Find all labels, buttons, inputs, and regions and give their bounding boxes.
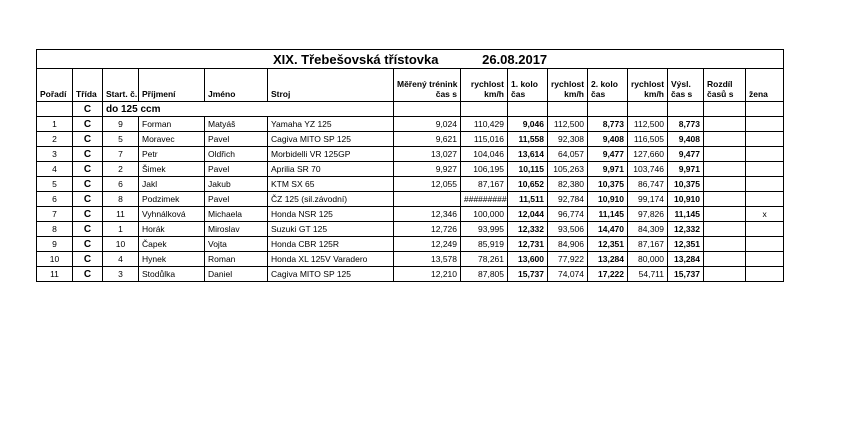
cell-start: 7 bbox=[103, 147, 139, 162]
header-kolo2-line2: čas bbox=[591, 89, 606, 99]
cell-trida: C bbox=[73, 207, 103, 222]
cell-jmeno: Michaela bbox=[205, 207, 268, 222]
cell-kolo1: 10,115 bbox=[508, 162, 548, 177]
header-rychlost3-line2: km/h bbox=[644, 89, 664, 99]
cell-zena bbox=[746, 222, 784, 237]
cell-kolo2: 10,910 bbox=[588, 192, 628, 207]
cell-rychlost2: 74,074 bbox=[548, 267, 588, 282]
cell-stroj: Honda XL 125V Varadero bbox=[268, 252, 394, 267]
cell-stroj: Cagiva MITO SP 125 bbox=[268, 267, 394, 282]
cell-rychlost3: 116,505 bbox=[628, 132, 668, 147]
category-empty bbox=[37, 102, 73, 117]
cell-poradi: 8 bbox=[37, 222, 73, 237]
cell-rychlost1: 78,261 bbox=[461, 252, 508, 267]
cell-rozdil bbox=[704, 222, 746, 237]
header-row bbox=[37, 69, 784, 102]
header-kolo1 bbox=[508, 69, 548, 102]
header-rychlost3-line1: rychlost bbox=[631, 79, 665, 89]
cell-vysledek: 8,773 bbox=[668, 117, 704, 132]
cell-prijmeni: Čapek bbox=[139, 237, 205, 252]
cell-rozdil bbox=[704, 207, 746, 222]
category-empty bbox=[746, 102, 784, 117]
cell-stroj: KTM SX 65 bbox=[268, 177, 394, 192]
cell-rychlost1: 93,995 bbox=[461, 222, 508, 237]
cell-rychlost2: 92,308 bbox=[548, 132, 588, 147]
cell-jmeno: Matyáš bbox=[205, 117, 268, 132]
cell-zena bbox=[746, 267, 784, 282]
header-stroj: Stroj bbox=[268, 69, 394, 102]
header-start: Start. č. bbox=[103, 69, 139, 102]
cell-vysledek: 10,375 bbox=[668, 177, 704, 192]
cell-vysledek: 15,737 bbox=[668, 267, 704, 282]
cell-stroj: ČZ 125 (sil.závodní) bbox=[268, 192, 394, 207]
cell-trida: C bbox=[73, 192, 103, 207]
cell-trenink: 12,726 bbox=[394, 222, 461, 237]
cell-kolo2: 12,351 bbox=[588, 237, 628, 252]
cell-rychlost3: 99,174 bbox=[628, 192, 668, 207]
cell-zena bbox=[746, 252, 784, 267]
cell-trenink: 12,249 bbox=[394, 237, 461, 252]
cell-rozdil bbox=[704, 252, 746, 267]
cell-rychlost1: 115,016 bbox=[461, 132, 508, 147]
table-row bbox=[37, 267, 784, 282]
cell-trenink: 12,210 bbox=[394, 267, 461, 282]
cell-rychlost1: 87,805 bbox=[461, 267, 508, 282]
header-jmeno: Jméno bbox=[205, 69, 268, 102]
cell-trenink: 9,927 bbox=[394, 162, 461, 177]
cell-kolo1: 12,332 bbox=[508, 222, 548, 237]
cell-rychlost1: 106,195 bbox=[461, 162, 508, 177]
table-row bbox=[37, 132, 784, 147]
cell-trida: C bbox=[73, 147, 103, 162]
cell-rychlost2: 93,506 bbox=[548, 222, 588, 237]
cell-poradi: 5 bbox=[37, 177, 73, 192]
header-rychlost1-line1: rychlost bbox=[470, 79, 504, 89]
cell-kolo1: 12,044 bbox=[508, 207, 548, 222]
table-row bbox=[37, 117, 784, 132]
header-zena: žena bbox=[746, 69, 784, 102]
cell-stroj: Honda NSR 125 bbox=[268, 207, 394, 222]
cell-start: 9 bbox=[103, 117, 139, 132]
title-row bbox=[37, 50, 784, 69]
title-cell bbox=[37, 50, 784, 69]
category-empty bbox=[668, 102, 704, 117]
cell-rozdil bbox=[704, 177, 746, 192]
cell-vysledek: 13,284 bbox=[668, 252, 704, 267]
cell-zena bbox=[746, 147, 784, 162]
header-trida: Třída bbox=[73, 69, 103, 102]
cell-trida: C bbox=[73, 132, 103, 147]
table-row bbox=[37, 207, 784, 222]
cell-rychlost2: 82,380 bbox=[548, 177, 588, 192]
table-row bbox=[37, 162, 784, 177]
cell-rozdil bbox=[704, 267, 746, 282]
cell-rychlost3: 97,826 bbox=[628, 207, 668, 222]
cell-kolo2: 17,222 bbox=[588, 267, 628, 282]
cell-poradi: 10 bbox=[37, 252, 73, 267]
cell-zena bbox=[746, 162, 784, 177]
cell-trenink bbox=[394, 192, 461, 207]
cell-stroj: Honda CBR 125R bbox=[268, 237, 394, 252]
results-table bbox=[36, 49, 784, 282]
cell-start: 10 bbox=[103, 237, 139, 252]
header-kolo2-line1: 2. kolo bbox=[591, 79, 618, 89]
cell-trenink: 12,346 bbox=[394, 207, 461, 222]
header-kolo1-line2: čas bbox=[511, 89, 526, 99]
cell-kolo2: 13,284 bbox=[588, 252, 628, 267]
category-class: C bbox=[73, 102, 103, 117]
category-empty bbox=[704, 102, 746, 117]
cell-rychlost2: 105,263 bbox=[548, 162, 588, 177]
cell-rychlost1: 87,167 bbox=[461, 177, 508, 192]
table-row bbox=[37, 147, 784, 162]
cell-prijmeni: Moravec bbox=[139, 132, 205, 147]
cell-prijmeni: Petr bbox=[139, 147, 205, 162]
cell-trenink: 13,027 bbox=[394, 147, 461, 162]
cell-stroj: Suzuki GT 125 bbox=[268, 222, 394, 237]
cell-stroj: Yamaha YZ 125 bbox=[268, 117, 394, 132]
header-vysledek bbox=[668, 69, 704, 102]
cell-zena bbox=[746, 117, 784, 132]
category-empty bbox=[508, 102, 548, 117]
cell-zena bbox=[746, 192, 784, 207]
header-kolo1-line1: 1. kolo bbox=[511, 79, 538, 89]
cell-rychlost1: 85,919 bbox=[461, 237, 508, 252]
cell-start: 6 bbox=[103, 177, 139, 192]
cell-prijmeni: Hynek bbox=[139, 252, 205, 267]
header-vysledek-line1: Výsl. bbox=[671, 79, 691, 89]
header-vysledek-line2: čas s bbox=[671, 89, 693, 99]
header-trenink bbox=[394, 69, 461, 102]
cell-trenink: 12,055 bbox=[394, 177, 461, 192]
header-rozdil bbox=[704, 69, 746, 102]
cell-kolo1: 10,652 bbox=[508, 177, 548, 192]
cell-rychlost3: 54,711 bbox=[628, 267, 668, 282]
cell-jmeno: Pavel bbox=[205, 132, 268, 147]
cell-rychlost1: 104,046 bbox=[461, 147, 508, 162]
cell-rozdil bbox=[704, 132, 746, 147]
cell-rychlost2: 64,057 bbox=[548, 147, 588, 162]
cell-prijmeni: Forman bbox=[139, 117, 205, 132]
cell-rychlost2: 96,774 bbox=[548, 207, 588, 222]
cell-rozdil bbox=[704, 237, 746, 252]
cell-rychlost3: 87,167 bbox=[628, 237, 668, 252]
cell-trida: C bbox=[73, 177, 103, 192]
cell-prijmeni: Šimek bbox=[139, 162, 205, 177]
cell-rychlost1: 110,429 bbox=[461, 117, 508, 132]
cell-vysledek: 9,971 bbox=[668, 162, 704, 177]
cell-prijmeni: Jakl bbox=[139, 177, 205, 192]
cell-jmeno: Oldřich bbox=[205, 147, 268, 162]
cell-kolo2: 9,408 bbox=[588, 132, 628, 147]
cell-start: 2 bbox=[103, 162, 139, 177]
cell-rychlost2: 84,906 bbox=[548, 237, 588, 252]
category-empty bbox=[394, 102, 461, 117]
cell-kolo2: 14,470 bbox=[588, 222, 628, 237]
cell-trenink: 9,621 bbox=[394, 132, 461, 147]
header-rychlost3 bbox=[628, 69, 668, 102]
cell-jmeno: Daniel bbox=[205, 267, 268, 282]
cell-rychlost3: 127,660 bbox=[628, 147, 668, 162]
header-trenink-line1: Měřený trénink bbox=[397, 79, 458, 89]
cell-poradi: 7 bbox=[37, 207, 73, 222]
cell-rychlost2: 112,500 bbox=[548, 117, 588, 132]
category-empty bbox=[628, 102, 668, 117]
cell-poradi: 1 bbox=[37, 117, 73, 132]
cell-trida: C bbox=[73, 222, 103, 237]
cell-start: 3 bbox=[103, 267, 139, 282]
cell-trenink: 9,024 bbox=[394, 117, 461, 132]
cell-rychlost3: 86,747 bbox=[628, 177, 668, 192]
cell-prijmeni: Vyhnálková bbox=[139, 207, 205, 222]
cell-poradi: 9 bbox=[37, 237, 73, 252]
cell-vysledek: 12,351 bbox=[668, 237, 704, 252]
page-title: XIX. Třebešovská třístovka bbox=[272, 51, 439, 67]
cell-jmeno: Pavel bbox=[205, 192, 268, 207]
cell-rychlost2: 77,922 bbox=[548, 252, 588, 267]
cell-kolo1: 13,614 bbox=[508, 147, 548, 162]
cell-zena bbox=[746, 132, 784, 147]
cell-rychlost3: 80,000 bbox=[628, 252, 668, 267]
cell-kolo1: 11,511 bbox=[508, 192, 548, 207]
cell-poradi: 6 bbox=[37, 192, 73, 207]
cell-jmeno: Vojta bbox=[205, 237, 268, 252]
cell-rozdil bbox=[704, 162, 746, 177]
cell-prijmeni: Podzimek bbox=[139, 192, 205, 207]
cell-jmeno: Miroslav bbox=[205, 222, 268, 237]
cell-trida: C bbox=[73, 237, 103, 252]
table-row bbox=[37, 252, 784, 267]
cell-start: 11 bbox=[103, 207, 139, 222]
header-rychlost1-line2: km/h bbox=[484, 89, 504, 99]
header-rychlost2-line2: km/h bbox=[564, 89, 584, 99]
cell-rychlost3: 103,746 bbox=[628, 162, 668, 177]
cell-poradi: 3 bbox=[37, 147, 73, 162]
header-rychlost2 bbox=[548, 69, 588, 102]
table-row bbox=[37, 237, 784, 252]
cell-rozdil bbox=[704, 147, 746, 162]
cell-rozdil bbox=[704, 117, 746, 132]
cell-kolo2: 8,773 bbox=[588, 117, 628, 132]
cell-start: 5 bbox=[103, 132, 139, 147]
cell-stroj: Aprilia SR 70 bbox=[268, 162, 394, 177]
cell-rychlost2: 92,784 bbox=[548, 192, 588, 207]
category-row bbox=[37, 102, 784, 117]
cell-kolo1: 15,737 bbox=[508, 267, 548, 282]
cell-zena bbox=[746, 237, 784, 252]
cell-kolo1: 9,046 bbox=[508, 117, 548, 132]
header-rychlost2-line1: rychlost bbox=[551, 79, 585, 89]
cell-kolo1: 12,731 bbox=[508, 237, 548, 252]
header-trenink-line2: čas s bbox=[435, 89, 457, 99]
results-sheet bbox=[36, 49, 783, 282]
cell-kolo2: 9,477 bbox=[588, 147, 628, 162]
header-rychlost1 bbox=[461, 69, 508, 102]
cell-start: 1 bbox=[103, 222, 139, 237]
cell-kolo1: 13,600 bbox=[508, 252, 548, 267]
cell-jmeno: Roman bbox=[205, 252, 268, 267]
category-empty bbox=[588, 102, 628, 117]
event-date: 26.08.2017 bbox=[482, 51, 548, 67]
cell-vysledek: 10,910 bbox=[668, 192, 704, 207]
cell-kolo2: 11,145 bbox=[588, 207, 628, 222]
cell-vysledek: 11,145 bbox=[668, 207, 704, 222]
cell-rychlost1: ######### bbox=[461, 192, 508, 207]
cell-poradi: 11 bbox=[37, 267, 73, 282]
category-empty bbox=[461, 102, 508, 117]
cell-trida: C bbox=[73, 117, 103, 132]
cell-jmeno: Jakub bbox=[205, 177, 268, 192]
cell-kolo2: 10,375 bbox=[588, 177, 628, 192]
header-prijmeni: Příjmení bbox=[139, 69, 205, 102]
cell-vysledek: 12,332 bbox=[668, 222, 704, 237]
header-kolo2 bbox=[588, 69, 628, 102]
cell-poradi: 4 bbox=[37, 162, 73, 177]
cell-rozdil bbox=[704, 192, 746, 207]
header-poradi: Pořadí bbox=[37, 69, 73, 102]
table-row bbox=[37, 222, 784, 237]
category-empty bbox=[548, 102, 588, 117]
cell-zena: x bbox=[746, 207, 784, 222]
cell-zena bbox=[746, 177, 784, 192]
cell-trida: C bbox=[73, 162, 103, 177]
cell-rychlost3: 84,309 bbox=[628, 222, 668, 237]
table-row bbox=[37, 177, 784, 192]
cell-vysledek: 9,477 bbox=[668, 147, 704, 162]
cell-prijmeni: Horák bbox=[139, 222, 205, 237]
cell-rychlost1: 100,000 bbox=[461, 207, 508, 222]
cell-stroj: Morbidelli VR 125GP bbox=[268, 147, 394, 162]
cell-kolo1: 11,558 bbox=[508, 132, 548, 147]
cell-vysledek: 9,408 bbox=[668, 132, 704, 147]
cell-trida: C bbox=[73, 252, 103, 267]
cell-start: 4 bbox=[103, 252, 139, 267]
cell-prijmeni: Stodůlka bbox=[139, 267, 205, 282]
cell-jmeno: Pavel bbox=[205, 162, 268, 177]
cell-poradi: 2 bbox=[37, 132, 73, 147]
header-rozdil-line2: časů s bbox=[707, 89, 734, 99]
cell-trenink: 13,578 bbox=[394, 252, 461, 267]
cell-stroj: Cagiva MITO SP 125 bbox=[268, 132, 394, 147]
cell-rychlost3: 112,500 bbox=[628, 117, 668, 132]
cell-kolo2: 9,971 bbox=[588, 162, 628, 177]
header-rozdil-line1: Rozdíl bbox=[707, 79, 733, 89]
table-row bbox=[37, 192, 784, 207]
cell-start: 8 bbox=[103, 192, 139, 207]
cell-trida: C bbox=[73, 267, 103, 282]
category-label: do 125 ccm bbox=[103, 102, 394, 117]
